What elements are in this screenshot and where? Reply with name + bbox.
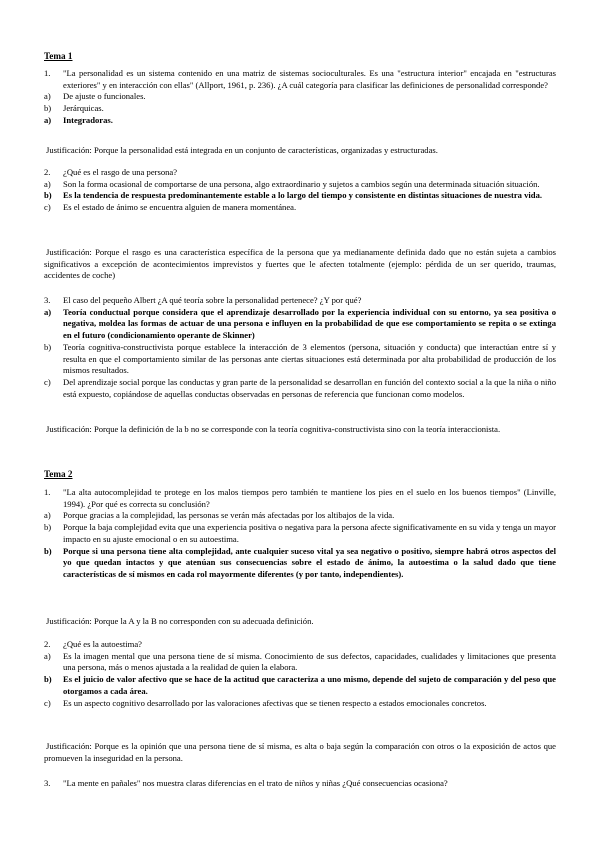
justification-1-2: Justificación: Porque el rasgo es una característica específica de la persona que ya medianamente definida dado que no están sujeta a cambios significativos a excepción de acontecimientos imprevistos y fuertes que le afecten totalmente (ejemplo: pérdida de un ser querido, traumas, accidentes de coche) [44, 247, 556, 281]
option-letter: c) [44, 697, 51, 708]
option-text: Es un aspecto cognitivo desarrollado por las valoraciones afectivas que se tienen respecto a estados emocionales concretos. [63, 697, 487, 708]
option-letter: b) [44, 341, 52, 352]
question-1-1 [44, 68, 556, 127]
option-text: Del aprendizaje social porque las conductas y gran parte de la personalidad se desarrollan en función del contexto social a la que la niña o niño está expuesto, copiándose de aquellas conductas observadas en personas de referencia que funcionan como modelos. [63, 376, 556, 399]
section-title-tema2: Tema 2 [44, 469, 73, 479]
option-letter: b) [44, 522, 52, 533]
option-letter: b) [44, 103, 52, 114]
option-text-correct: Porque si una persona tiene alta complejidad, ante cualquier suceso vital ya sea negativo o positivo, siempre habrá otros aspectos del yo que quedan intactos y que atenúan sus consecuencias sobre el estado de ánimo, la autoestima o la salud dado que tiene características de sí mismos en cada rol mayormente diferentes (y por tanto, independientes). [63, 545, 556, 579]
option-letter: b) [44, 190, 52, 201]
question-text: El caso del pequeño Albert ¿A qué teoría sobre la personalidad pertenece? ¿Y por qué? [63, 295, 362, 305]
option-letter: c) [44, 202, 51, 213]
question-number: 2. [44, 639, 51, 649]
option-letter: a) [44, 510, 51, 521]
question-number: 1. [44, 487, 51, 497]
justification-2-1: Justificación: Porque la A y la B no corresponden con su adecuada definición. [46, 616, 314, 626]
justification-2-2: Justificación: Porque es la opinión que una persona tiene de sí misma, es alta o baja según la comparación con otros o la exposición de actos que promueven la inseguridad en la persona. [44, 741, 556, 763]
option-text: De ajuste o funcionales. [63, 91, 146, 102]
justification-1-3: Justificación: Porque la definición de la b no se corresponde con la teoría cognitiva-constructivista sino con la teoría interaccionista. [46, 424, 501, 434]
option-text-correct: Teoría conductual porque considera que el aprendizaje desarrollado por la experiencia individual con su entorno, ya sea positiva o negativa, moldea las formas de actuar de una persona e influyen en la probabilidad de que ese comportamiento se repita o se extinga en el futuro (condicionamiento operante de Skinner) [63, 306, 556, 341]
question-text: ¿Qué es la autoestima? [63, 639, 142, 649]
option-text: Jerárquicas. [63, 103, 104, 114]
option-letter: a) [44, 178, 51, 189]
question-1-2 [44, 167, 556, 214]
question-number: 2. [44, 167, 51, 177]
section-title-tema1: Tema 1 [44, 51, 73, 61]
option-letter: a) [44, 306, 52, 317]
option-text-correct: Integradoras. [63, 114, 113, 125]
justification-1-1: Justificación: Porque la personalidad está integrada en un conjunto de características, organizadas y estructuradas. [46, 145, 438, 155]
option-text: Porque la baja complejidad evita que una experiencia positiva o negativa para la persona afecte significativamente en su vida y tenga un mayor impacto en su ajuste emocional o en su autoestima. [63, 522, 556, 544]
option-text-correct: Es el juicio de valor afectivo que se hace de la actitud que caracteriza a uno mismo, depende del sujeto de comparación y del peso que otorgamos a cada área. [63, 674, 556, 696]
question-1-3 [44, 295, 556, 400]
option-letter: a) [44, 650, 51, 661]
question-text: "La mente en pañales" nos muestra claras diferencias en el trato de niños y niñas ¿Qué consecuencias ocasiona? [63, 778, 448, 788]
question-2-3 [44, 778, 556, 790]
question-2-2 [44, 639, 556, 709]
question-text: "La alta autocomplejidad te protege en los malos tiempos pero también te mantiene los pies en el suelo en los buenos tiempos" (Linville, 1994). ¿Por qué es correcta su conclusión? [63, 487, 556, 509]
question-text: ¿Qué es el rasgo de una persona? [63, 167, 178, 177]
question-text: "La personalidad es un sistema contenido en una matriz de sistemas socioculturales. Es una "estructura interior" encajada en "estructuras exteriores" y en interacción con ellas" (Allport, 1961, p. 236). ¿A cuál categoría para clasificar las definiciones de personalidad corresponde? [63, 68, 556, 90]
question-number: 3. [44, 778, 51, 788]
option-text: Teoría cognitiva-constructivista porque establece la interacción de 3 elementos (persona, situación y conducta) que interactúan entre sí y resulta en que el comportamiento similar de las personas ante ciertas situaciones está determinada por alta probabilidad de producción de los mismos resultados. [63, 341, 556, 376]
option-text-correct: Es la tendencia de respuesta predominantemente estable a lo largo del tiempo y consistente en distintas situaciones de nuestra vida. [63, 190, 543, 201]
question-number: 3. [44, 295, 51, 305]
option-text: Porque gracias a la complejidad, las personas se verán más afectadas por los altibajos de la vida. [63, 510, 395, 521]
option-letter: a) [44, 91, 51, 102]
option-text: Es la imagen mental que una persona tiene de sí misma. Conocimiento de sus defectos, capacidades, cualidades y limitaciones que presenta una persona, más o menos ajustada a la realidad de quien la elabora. [63, 650, 556, 673]
option-letter: b) [44, 545, 52, 556]
option-text: Son la forma ocasional de comportarse de una persona, algo extraordinario y sujetos a cambios según una determinada situación situación. [63, 178, 540, 189]
question-2-1 [44, 487, 556, 581]
option-letter: a) [44, 114, 52, 125]
option-text: Es el estado de ánimo se encuentra alguien de manera momentánea. [63, 202, 297, 213]
question-number: 1. [44, 68, 51, 78]
option-letter: c) [44, 376, 51, 387]
option-letter: b) [44, 674, 52, 685]
